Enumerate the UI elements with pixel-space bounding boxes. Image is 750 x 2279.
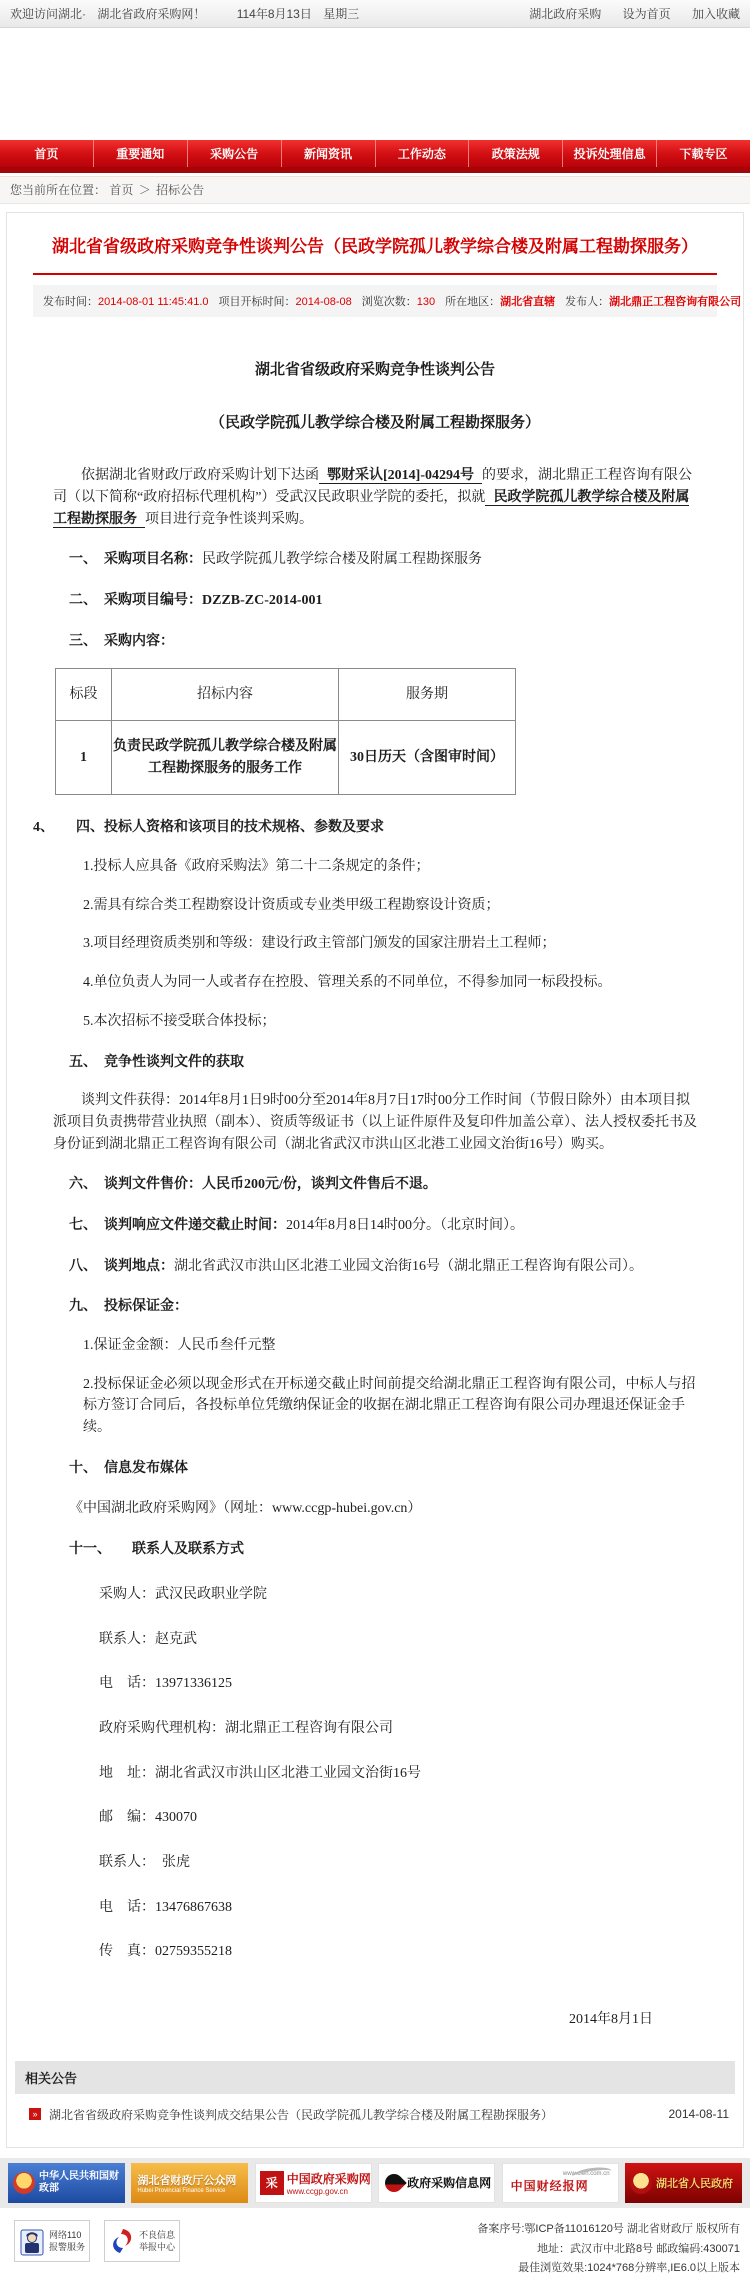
badge-network-110[interactable] <box>14 2220 90 2262</box>
banner-title: 湖北省人民政府 <box>655 2177 733 2190</box>
browser-recommendation: 最佳浏览效果:1024*768分辨率,IE6.0以上版本 <box>518 2262 740 2275</box>
contact-line-zipcode: 邮 编：430070 <box>99 1810 197 1826</box>
contact-line-phone: 电 话：13971336125 <box>99 1676 232 1692</box>
project-name-label: 一、 采购项目名称： <box>69 552 202 568</box>
footer-address: 地址：武汉市中北路8号 邮政编码:430071 <box>537 2242 740 2255</box>
breadcrumb-current[interactable]: 招标公告 <box>156 183 205 197</box>
swoosh-icon <box>571 2165 612 2182</box>
list-item <box>15 2094 735 2133</box>
related-announcements <box>15 2061 735 2133</box>
article-body <box>7 317 743 2031</box>
outer-number: 4、 <box>33 820 54 836</box>
publisher-link[interactable]: 湖北鼎正工程咨询有限公司 <box>609 295 742 308</box>
partner-banner-strip <box>0 2158 750 2208</box>
banner-gov-procurement-info[interactable] <box>378 2163 495 2203</box>
related-announcement-link[interactable]: 湖北省省级政府采购竞争性谈判成交结果公告（民政学院孤儿教学综合楼及附属工程勘探服务） <box>49 2107 554 2122</box>
project-number-label: 二、 采购项目编号： <box>69 593 202 609</box>
open-time-value: 2014-08-08 <box>295 295 352 308</box>
contact-line-phone2: 电 话：13476867638 <box>99 1899 232 1915</box>
icp-record: 备案序号:鄂ICP备11016120号 湖北省财政厅 版权所有 <box>477 2222 740 2235</box>
page-title: 湖北省省级政府采购竞争性谈判公告（民政学院孤儿教学综合楼及附属工程勘探服务） <box>52 237 698 256</box>
nav-item-work-dynamics[interactable]: 工作动态 <box>376 140 470 167</box>
deadline-value: 2014年8月8日14时00分。（北京时间）。 <box>286 1217 524 1233</box>
section-contacts: 十一、 联系人及联系方式 <box>69 1542 244 1558</box>
location-value: 湖北省武汉市洪山区北港工业园文治街16号（湖北鼎正工程咨询有限公司）。 <box>174 1258 643 1274</box>
breadcrumb-home[interactable]: 首页 <box>109 183 134 197</box>
nav-item-home[interactable]: 首页 <box>0 140 94 167</box>
contact-line-purchaser: 采购人：武汉民政职业学院 <box>99 1586 267 1602</box>
intro-part1: 依据湖北省财政厅政府采购计划下达函 <box>81 468 319 484</box>
banner-subtitle: Hubei Provincial Finance Service <box>137 2187 226 2194</box>
col-header-service-period: 服务期 <box>339 669 516 721</box>
qualification-item: 3.项目经理资质类别和等级：建设行政主管部门颁发的国家注册岩土工程师； <box>83 936 556 952</box>
bid-bond-item: 2.投标保证金必须以现金形式在开标递交截止时间前提交给湖北鼎正工程咨询有限公司，中标人与招标方签订合同后，各投标单位凭缴纳保证金的收据在湖北鼎正工程咨询有限公司办理退还保证金手续。 <box>83 1376 696 1436</box>
section-deadline <box>53 1215 697 1237</box>
nav-item-news[interactable]: 新闻资讯 <box>282 140 376 167</box>
contact-line-fax: 传 真：02759355218 <box>99 1944 232 1960</box>
national-emblem-icon <box>630 2172 652 2194</box>
location-label: 八、 谈判地点： <box>69 1258 174 1274</box>
cell-service-period: 30日历天（含图审时间） <box>339 721 516 795</box>
topbar-links <box>511 5 740 22</box>
police-icon <box>19 2226 45 2256</box>
open-time-label: 项目开标时间： <box>218 295 296 308</box>
col-header-content: 招标内容 <box>112 669 339 721</box>
banner-title: 政府采购信息网 <box>407 2176 492 2191</box>
table-row <box>56 721 516 795</box>
table-header-row <box>56 669 516 721</box>
site-name: 湖北省政府采购网！ <box>97 7 206 21</box>
document-price-label: 六、 谈判文件售价： <box>69 1177 202 1193</box>
banner-title: 中国财经报网 <box>510 2179 589 2194</box>
views-label: 浏览次数： <box>361 295 417 308</box>
qualification-item: 2.需具有综合类工程勘察设计资质或专业类甲级工程勘察设计资质； <box>83 897 500 913</box>
nav-item-important-notices[interactable]: 重要通知 <box>94 140 188 167</box>
footer-badges <box>14 2220 194 2279</box>
publish-time-value: 2014-08-01 11:45:41.0 <box>98 295 209 308</box>
footer <box>0 2208 750 2279</box>
nav-item-downloads[interactable]: 下载专区 <box>679 147 728 161</box>
qualification-item: 5.本次招标不接受联合体投标； <box>83 1013 276 1029</box>
section-bid-bond: 九、 投标保证金： <box>69 1299 188 1315</box>
nav-item-policies[interactable]: 政策法规 <box>469 140 563 167</box>
article-container <box>6 212 744 2148</box>
flame-logo-icon <box>381 2170 406 2195</box>
section-document-price <box>53 1174 697 1196</box>
badge-label: 不良信息 举报中心 <box>139 2229 176 2252</box>
document-acquisition-text: 谈判文件获得：2014年8月1日9时00分至2014年8月7日17时00分工作时间（节假日除外）由本项目拟派项目负责携带营业执照（副本）、资质等级证书（以上证件原件及复印件加盖公章）、法人授权委托书及身份证到湖北鼎正工程咨询有限公司（湖北省武汉市洪山区北港工业园文治街16号）购买。 <box>53 1093 697 1152</box>
double-arrow-icon: » <box>29 2108 41 2120</box>
logo-banner-area <box>0 28 750 140</box>
section-bidder-qualification <box>33 817 697 839</box>
welcome-text: 欢迎访问湖北· <box>10 7 86 21</box>
banner-title: 中国政府采购网 <box>286 2171 371 2186</box>
contact-line-person2: 联系人： 张虎 <box>99 1854 190 1870</box>
cell-content: 负责民政学院孤儿教学综合楼及附属工程勘探服务的服务工作 <box>112 721 339 795</box>
footer-info <box>477 2220 740 2279</box>
seal-icon: 采 <box>260 2171 284 2195</box>
bid-bond-item: 1.保证金金额：人民币叁仟元整 <box>83 1338 276 1354</box>
article-meta <box>33 285 742 317</box>
contact-line-agency: 政府采购代理机构：湖北鼎正工程咨询有限公司 <box>99 1720 393 1736</box>
nav-underbar <box>0 167 750 173</box>
region-label: 所在地区： <box>445 295 501 308</box>
current-date: 114年8月13日 <box>236 7 312 21</box>
banner-hubei-finance-dept[interactable] <box>131 2163 248 2203</box>
topbar <box>0 0 750 28</box>
intro-paragraph <box>53 465 697 530</box>
section-document-acquisition: 五、 竞争性谈判文件的获取 <box>69 1054 244 1070</box>
deadline-label: 七、 谈判响应文件递交截止时间： <box>69 1217 286 1233</box>
breadcrumb <box>0 176 750 204</box>
related-announcements-title: 相关公告 <box>15 2061 735 2094</box>
contact-line-address: 地 址：湖北省武汉市洪山区北港工业园文治街16号 <box>99 1765 421 1781</box>
banner-subtitle: www.cfen.com.cn <box>562 2171 610 2178</box>
banner-subtitle: www.ccgp.gov.cn <box>286 2186 348 2196</box>
section-negotiation-location <box>53 1256 697 1278</box>
breadcrumb-separator: ＞ <box>138 183 151 197</box>
procurement-table <box>55 668 516 795</box>
signature-date: 2014年8月1日 <box>569 2012 653 2028</box>
project-number-value: DZZB-ZC-2014-001 <box>202 593 323 609</box>
qualification-item: 1.投标人应具备《政府采购法》第二十二条规定的条件； <box>83 859 430 875</box>
intro-part3: 项目进行竞争性谈判采购。 <box>145 511 313 527</box>
cell-lot-number: 1 <box>56 721 112 795</box>
publish-time-label: 发布时间： <box>43 295 98 308</box>
col-header-lot: 标段 <box>56 669 112 721</box>
section-procurement-content: 三、 采购内容： <box>69 633 174 649</box>
section-publish-media: 十、 信息发布媒体 <box>69 1460 188 1476</box>
related-announcement-date: 2014-08-11 <box>668 2107 729 2122</box>
banner-title: 湖北省财政厅公众网 <box>137 2174 237 2187</box>
nav-item-complaint-info[interactable]: 投诉处理信息 <box>563 140 657 167</box>
banner-ministry-of-finance[interactable] <box>8 2163 125 2203</box>
banner-hubei-provincial-gov[interactable] <box>625 2163 742 2203</box>
region-value: 湖北省直辖 <box>500 295 556 308</box>
breadcrumb-prefix: 您当前所在位置： <box>10 183 107 197</box>
badge-illegal-info-report[interactable] <box>104 2220 180 2262</box>
section-project-number <box>53 590 697 612</box>
link-set-homepage[interactable]: 设为首页 <box>622 7 671 21</box>
intro-part2: 的要求，湖北鼎正工程咨询有限公司（以下简称“政府招标代理机构”）受武汉民政职业学院的委托，拟就 <box>53 468 692 505</box>
national-emblem-icon <box>13 2172 35 2194</box>
badge-label: 网络110 报警服务 <box>49 2229 86 2252</box>
current-weekday: 星期三 <box>323 7 360 21</box>
announcement-subheading: （民政学院孤儿教学综合楼及附属工程勘探服务） <box>209 415 540 432</box>
main-nav <box>0 140 750 167</box>
qualification-item: 4.单位负责人为同一人或者存在控股、管理关系的不同单位，不得参加同一标段投标。 <box>83 975 612 991</box>
link-add-favorite[interactable]: 加入收藏 <box>691 7 740 21</box>
publish-media-text: 《中国湖北政府采购网》（网址：www.ccgp-hubei.gov.cn） <box>69 1501 422 1517</box>
views-value: 130 <box>416 295 436 308</box>
banner-china-gov-procurement[interactable] <box>255 2163 372 2203</box>
nav-item-procurement-announcements[interactable]: 采购公告 <box>188 140 282 167</box>
report-swirl-icon <box>109 2228 135 2254</box>
section-project-name <box>53 549 697 571</box>
bidder-qualification-label: 四、投标人资格和该项目的技术规格、参数及要求 <box>76 820 384 836</box>
project-name-inline: 民政学院孤儿教学综合楼及附属工程勘探服务 <box>53 489 690 527</box>
document-price-value: 人民币200元/份，谈判文件售后不退。 <box>202 1177 437 1193</box>
contact-line-person: 联系人：赵克武 <box>99 1631 197 1647</box>
announcement-heading: 湖北省省级政府采购竞争性谈判公告 <box>254 361 495 378</box>
project-name-value: 民政学院孤儿教学综合楼及附属工程勘探服务 <box>202 552 482 568</box>
topbar-welcome <box>10 5 367 22</box>
link-hubei-gov-procurement[interactable]: 湖北政府采购 <box>529 7 602 21</box>
banner-china-financial-news[interactable] <box>502 2163 619 2203</box>
title-divider <box>33 273 717 275</box>
plan-doc-number: 鄂财采认[2014]-04294号 <box>319 468 482 484</box>
banner-title: 中华人民共和国财政部 <box>39 2170 119 2194</box>
publisher-label: 发布人： <box>565 295 610 308</box>
